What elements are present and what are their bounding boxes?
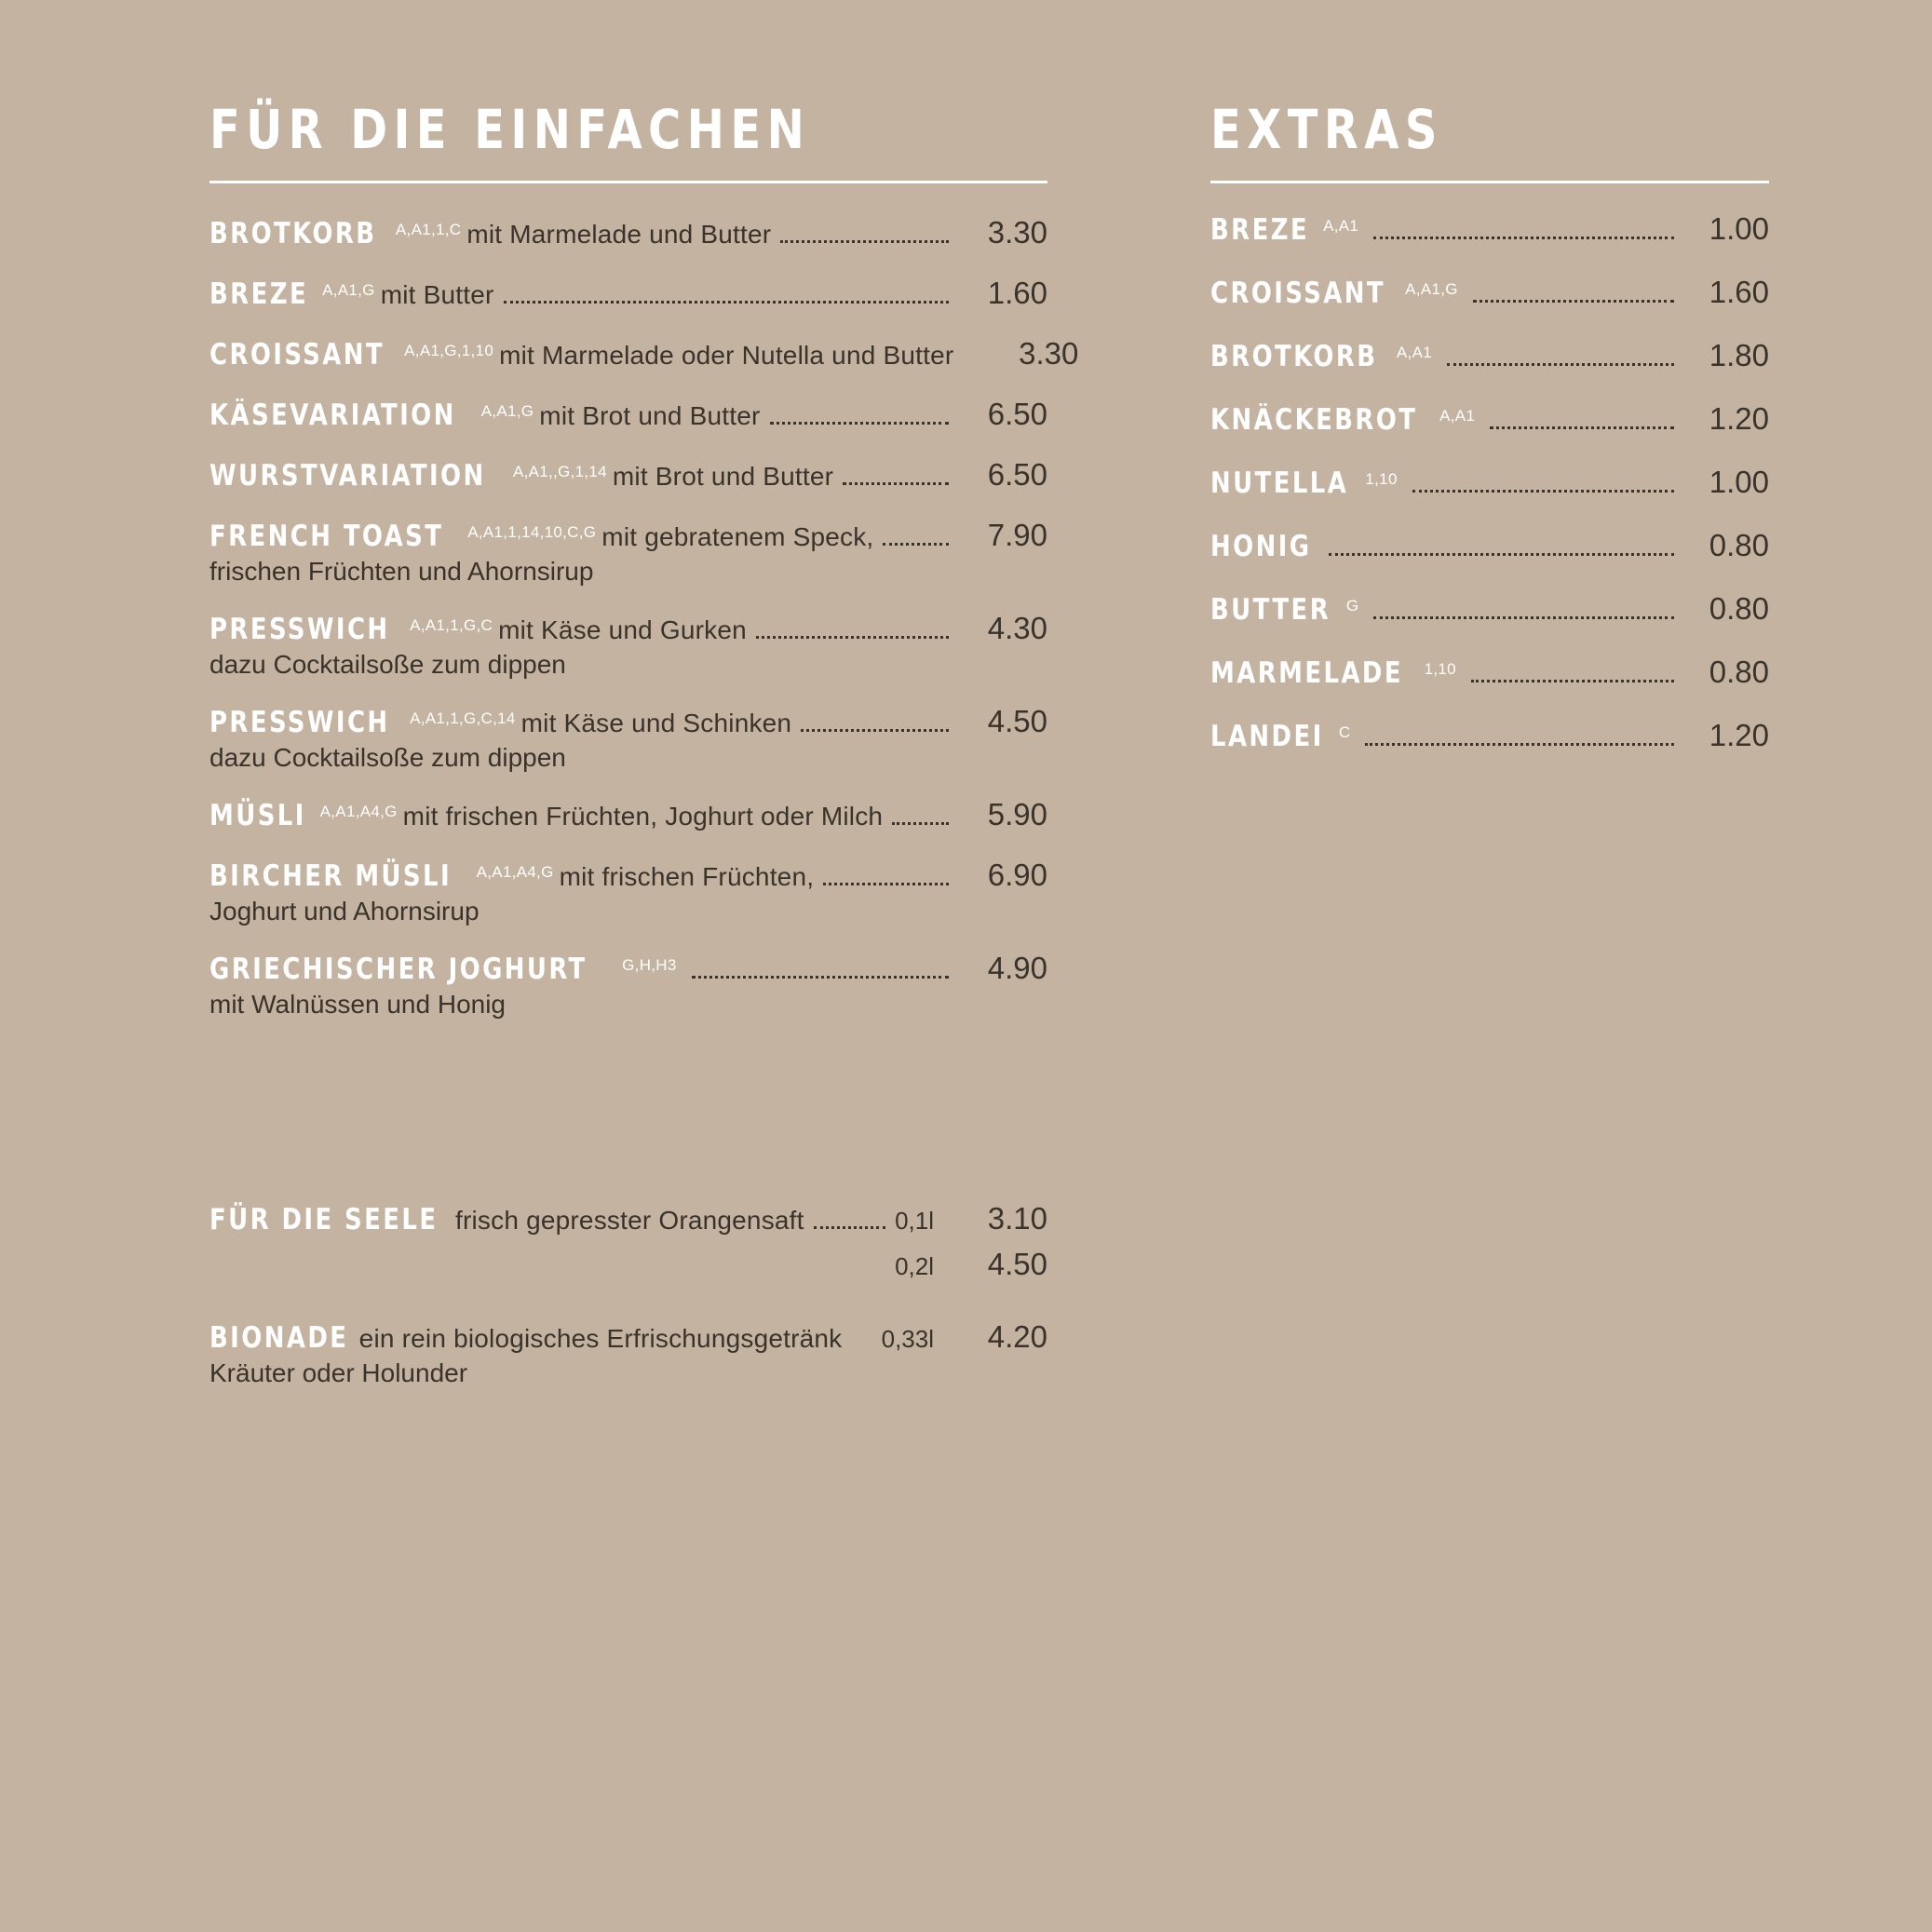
menu-item-name: PRESSWICH (209, 706, 390, 740)
menu-item-price: 1.60 (1709, 275, 1769, 309)
leader-dots (756, 636, 949, 639)
menu-item-name: BREZE (1210, 213, 1310, 247)
leader-dots (883, 543, 949, 546)
menu-item-name: MÜSLI (209, 799, 306, 833)
menu-list-right (1210, 211, 1769, 754)
menu-item-subdescription: Kräuter oder Holunder (209, 1358, 468, 1388)
menu-item-description: mit gebratenem Speck, (601, 522, 874, 551)
menu-item-extra-size (209, 1247, 1047, 1282)
menu-item-description: ein rein biologisches Erfrischungsgetränk (358, 1324, 843, 1354)
menu-item-name: LANDEI (1210, 720, 1324, 753)
menu-item-name: CROISSANT (209, 338, 385, 372)
leader-dots (814, 1226, 885, 1229)
menu-item-subdescription: mit Walnüssen und Honig (209, 990, 507, 1020)
menu-item-description: mit Käse und Gurken (498, 615, 747, 645)
serving-volume: 0,33l (881, 1325, 934, 1354)
menu-item (1210, 465, 1769, 501)
menu-item-description: mit Marmelade und Butter (466, 220, 772, 249)
menu-item-price: 4.20 (987, 1319, 1047, 1355)
menu-item (209, 518, 1047, 587)
leader-dots (1490, 426, 1674, 429)
menu-item (209, 1201, 1047, 1282)
menu-item-price: 3.30 (987, 215, 1047, 250)
serving-volume: 0,1l (895, 1207, 934, 1236)
menu-item-subdescription: Joghurt und Ahornsirup (209, 897, 480, 926)
allergen-code: C (1338, 723, 1351, 741)
allergen-code: A,A1,A4,G (319, 803, 398, 821)
menu-item-line (209, 858, 1047, 894)
menu-item-line (1210, 465, 1769, 501)
menu-item-line (209, 611, 1047, 647)
menu-item-line (1210, 211, 1769, 248)
menu-item-description: frisch gepresster Orangensaft (455, 1206, 804, 1236)
menu-list-left (209, 215, 1079, 1020)
menu-item-line (209, 704, 1047, 740)
leader-dots (1373, 236, 1674, 239)
menu-item-price: 1.60 (987, 276, 1047, 310)
allergen-code: A,A1 (1323, 217, 1359, 235)
menu-item-line (209, 336, 1079, 372)
menu-item (1210, 718, 1769, 754)
allergen-code: 1,10 (1365, 470, 1398, 488)
menu-item-name: NUTELLA (1210, 466, 1349, 500)
menu-item-description: mit Käse und Schinken (520, 709, 792, 738)
allergen-code: A,A1,1,14,10,C,G (467, 523, 597, 541)
menu-item-line (209, 1319, 1047, 1356)
leader-dots (780, 240, 949, 243)
section-title-right: EXTRAS (1210, 98, 1443, 161)
menu-item (209, 704, 1047, 773)
allergen-code: A,A1,1,C (395, 221, 462, 238)
menu-item-name: BIONADE (209, 1321, 349, 1356)
menu-item (209, 611, 1047, 680)
menu-item-name: BROTKORB (1210, 340, 1378, 373)
menu-item-line (1210, 401, 1769, 438)
menu-item-price: 0.80 (1709, 528, 1769, 562)
leader-dots (843, 482, 949, 485)
allergen-code: A,A1,,G,1,14 (512, 463, 607, 480)
allergen-code: A,A1,G,1,10 (404, 342, 494, 359)
menu-item (209, 397, 1047, 433)
menu-item-line (209, 276, 1047, 312)
menu-item-name: HONIG (1210, 530, 1312, 563)
menu-item-name: BIRCHER MÜSLI (209, 859, 453, 894)
menu-item-price: 1.00 (1709, 465, 1769, 499)
menu-item (209, 1319, 1047, 1388)
menu-item-name: FRENCH TOAST (209, 520, 444, 553)
menu-item-line (1210, 338, 1769, 374)
menu-item-line (209, 1201, 1047, 1237)
menu-item-name: BROTKORB (209, 217, 377, 250)
allergen-code: A,A1,G (480, 402, 534, 420)
leader-dots (801, 729, 949, 732)
menu-item-name: CROISSANT (1210, 277, 1386, 310)
menu-item-price: 6.50 (987, 397, 1047, 431)
column-extras (1210, 98, 1769, 1425)
menu-item-line (1210, 655, 1769, 691)
menu-item-line (209, 215, 1047, 251)
menu-item-price: 4.90 (987, 951, 1047, 986)
section-title-left: FÜR DIE EINFACHEN (209, 98, 811, 161)
leader-dots (504, 301, 950, 304)
menu-item-price: 0.80 (1709, 591, 1769, 626)
leader-dots (823, 883, 949, 885)
menu-item-line (1210, 275, 1769, 311)
menu-item (1210, 338, 1769, 374)
allergen-code: A,A1,1,G,C (410, 616, 493, 635)
menu-item-line (209, 397, 1047, 433)
leader-dots (892, 822, 949, 825)
menu-item-price: 0.80 (1709, 655, 1769, 689)
leader-dots (1447, 363, 1674, 366)
section-divider-left (209, 181, 1047, 183)
menu-item-description: mit Brot und Butter (539, 401, 761, 430)
menu-item (209, 276, 1047, 312)
menu-item-subdescription: dazu Cocktailsoße zum dippen (209, 650, 566, 680)
menu-item-name: MARMELADE (1210, 656, 1404, 690)
leader-dots (1329, 553, 1674, 556)
leader-dots (1365, 743, 1674, 746)
menu-item-price: 1.20 (1709, 718, 1769, 752)
allergen-code: G,H,H3 (622, 956, 677, 975)
menu-item-subdescription: frischen Früchten und Ahornsirup (209, 557, 594, 586)
menu-item (209, 336, 1079, 372)
menu-columns (209, 98, 1792, 1425)
allergen-code: A,A1,A4,G (476, 863, 554, 882)
menu-item (209, 215, 1047, 251)
menu-item (1210, 655, 1769, 691)
allergen-code: 1,10 (1424, 660, 1456, 678)
menu-item-description: mit frischen Früchten, (559, 862, 815, 892)
menu-item-name: WURSTVARIATION (209, 459, 486, 493)
column-fuer-die-einfachen (209, 98, 1079, 1425)
menu-item-name: PRESSWICH (209, 613, 390, 647)
menu-item-line (209, 518, 1047, 554)
menu-item-name: GRIECHISCHER JOGHURT (209, 952, 588, 987)
leader-dots (1412, 490, 1674, 493)
menu-item (209, 457, 1047, 493)
menu-item (1210, 401, 1769, 438)
allergen-code: A,A1,G (322, 281, 375, 299)
menu-item-name: KNÄCKEBROT (1210, 403, 1418, 437)
menu-item-name: BUTTER (1210, 593, 1331, 627)
menu-item-subdescription: dazu Cocktailsoße zum dippen (209, 743, 566, 773)
allergen-code: A,A1 (1439, 407, 1476, 425)
menu-item-line (1210, 528, 1769, 564)
menu-item-description: mit Marmelade oder Nutella und Butter (499, 341, 954, 370)
menu-item-price: 6.90 (987, 858, 1047, 893)
menu-item-price: 1.00 (1709, 211, 1769, 246)
menu-item-price: 1.20 (1709, 401, 1769, 436)
leader-dots (1471, 680, 1674, 682)
menu-item-name: KÄSEVARIATION (209, 399, 456, 432)
section-divider-right (1210, 181, 1769, 183)
menu-item (1210, 211, 1769, 248)
menu-item-price: 7.90 (987, 518, 1047, 552)
menu-item-line (209, 797, 1047, 833)
menu-item-price: 3.30 (1019, 336, 1079, 371)
menu-item-description: mit Brot und Butter (612, 462, 834, 491)
leader-dots (692, 976, 949, 979)
menu-item-name: FÜR DIE SEELE (209, 1203, 439, 1237)
menu-item-line (1210, 718, 1769, 754)
leader-dots (770, 422, 949, 425)
menu-item-price: 4.50 (987, 1247, 1047, 1282)
menu-item-price: 3.10 (987, 1201, 1047, 1236)
menu-item-price: 1.80 (1709, 338, 1769, 372)
leader-dots (1373, 616, 1674, 619)
menu-item (209, 951, 1047, 1020)
menu-item-price: 4.50 (987, 704, 1047, 739)
menu-item-price: 5.90 (987, 797, 1047, 832)
menu-item-line (1210, 591, 1769, 628)
column-gap (1047, 102, 1210, 1425)
menu-item-price: 6.50 (987, 457, 1047, 492)
menu-item-line (209, 951, 1047, 987)
allergen-code: A,A1,G (1405, 280, 1458, 298)
menu-item-description: mit Butter (380, 280, 494, 309)
allergen-code: A,A1 (1396, 344, 1432, 361)
menu-list-drinks (209, 1201, 1047, 1388)
leader-dots (1473, 300, 1674, 303)
menu-item (209, 797, 1047, 833)
menu-item-price: 4.30 (987, 611, 1047, 646)
menu-item-line (209, 457, 1047, 493)
allergen-code: A,A1,1,G,C,14 (410, 709, 516, 728)
menu-item (1210, 275, 1769, 311)
serving-volume: 0,2l (895, 1252, 934, 1281)
menu-item (1210, 591, 1769, 628)
menu-item-name: BREZE (209, 277, 309, 311)
menu-item (1210, 528, 1769, 564)
allergen-code: G (1345, 597, 1359, 615)
menu-item-description: mit frischen Früchten, Joghurt oder Milch (402, 802, 884, 831)
menu-item (209, 858, 1047, 926)
